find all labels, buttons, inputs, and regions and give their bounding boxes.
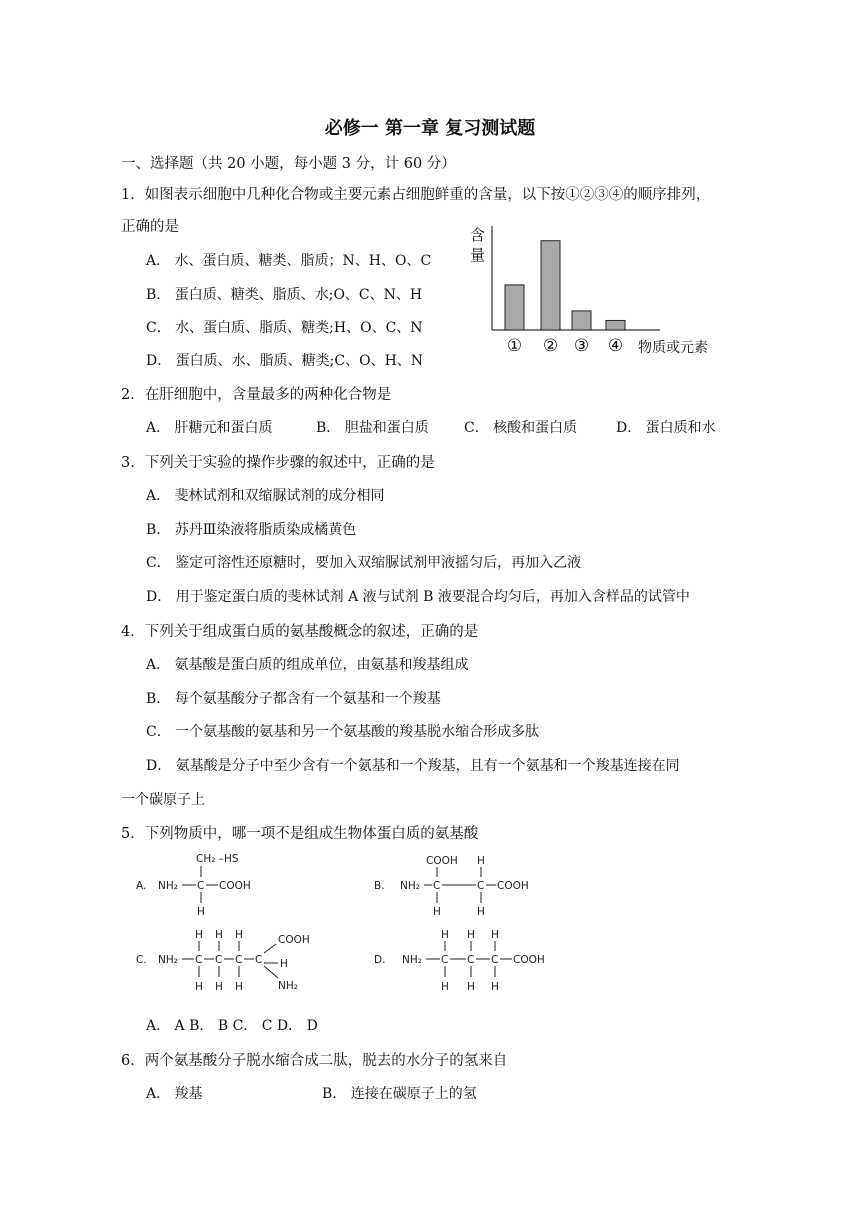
y-axis-label-2: 量 (470, 246, 486, 264)
svg-text:H: H (477, 906, 485, 918)
structure-c (128, 922, 328, 998)
question-4-stem: 4．下列关于组成蛋白质的氨基酸概念的叙述，正确的是 (121, 624, 479, 640)
svg-text:H: H (441, 929, 449, 941)
svg-text:NH₂: NH₂ (400, 880, 420, 892)
question-2-option-c: C． 核酸和蛋白质 (464, 420, 578, 436)
category-label-4: ④ (607, 336, 624, 356)
section-heading: 一、选择题（共 20 小题，每小题 3 分，计 60 分） (121, 156, 456, 172)
structure-b (370, 850, 540, 920)
svg-text:C: C (433, 880, 441, 892)
svg-text:C: C (255, 954, 263, 966)
svg-text:H: H (235, 981, 243, 993)
question-4-option-d: D． 氨基酸是分子中至少含有一个氨基和一个羧基，且有一个氨基和一个羧基连接在同 (146, 758, 680, 774)
question-2-option-b: B． 胆盐和蛋白质 (316, 420, 429, 436)
svg-text:H: H (280, 958, 288, 970)
question-3-option-b: B． 苏丹Ⅲ染液将脂质染成橘黄色 (146, 522, 357, 538)
question-3-option-c: C． 鉴定可溶性还原糖时，要加入双缩脲试剂甲液摇匀后，再加入乙液 (146, 555, 582, 571)
question-3-option-d: D． 用于鉴定蛋白质的斐林试剂 A 液与试剂 B 液要混合均匀后，再加入含样品的试管中 (146, 589, 690, 605)
structure-a (128, 850, 268, 920)
question-1-option-c: C． 水、蛋白质、脂质、糖类;H、O、C、N (146, 320, 423, 336)
svg-text:COOH: COOH (426, 855, 458, 867)
svg-text:H: H (235, 929, 243, 941)
svg-text:C: C (195, 954, 203, 966)
question-1-stem-cont: 正确的是 (121, 219, 179, 235)
svg-text:H: H (195, 929, 203, 941)
svg-text:C: C (491, 954, 499, 966)
svg-text:COOH: COOH (497, 880, 529, 892)
svg-text:NH₂: NH₂ (402, 954, 422, 966)
question-5-options: A． A B． B C． C D． D (146, 1018, 318, 1034)
x-axis-label: 物质或元素 (638, 340, 708, 356)
y-axis-label-1: 含 (470, 226, 486, 244)
svg-text:NH₂: NH₂ (278, 980, 298, 992)
question-2-stem: 2．在肝细胞中，含量最多的两种化合物是 (121, 387, 392, 403)
svg-text:C: C (215, 954, 223, 966)
question-1-stem: 1．如图表示细胞中几种化合物或主要元素占细胞鲜重的含量，以下按①②③④的顺序排列， (121, 187, 711, 203)
bar-3 (572, 311, 591, 330)
svg-text:H: H (491, 981, 499, 993)
question-5-stem: 5．下列物质中，哪一项不是组成生物体蛋白质的氨基酸 (121, 826, 479, 842)
structure-d (370, 922, 570, 998)
svg-text:C.: C. (136, 954, 147, 966)
question-4-option-d-cont: 一个碳原子上 (121, 792, 205, 808)
svg-text:H: H (441, 981, 449, 993)
question-4-option-b: B． 每个氨基酸分子都含有一个氨基和一个羧基 (146, 691, 441, 707)
svg-text:CH₂ –HS: CH₂ –HS (196, 853, 239, 865)
category-label-3: ③ (573, 336, 590, 356)
svg-text:NH₂: NH₂ (158, 880, 178, 892)
question-3-option-a: A． 斐林试剂和双缩脲试剂的成分相同 (146, 488, 385, 504)
svg-text:H: H (197, 906, 205, 918)
svg-text:D.: D. (374, 954, 386, 966)
question-6-option-b: B． 连接在碳原子上的氢 (322, 1086, 477, 1102)
svg-text:C: C (235, 954, 243, 966)
question-1-option-b: B． 蛋白质、糖类、脂质、水;O、C、N、H (146, 287, 423, 303)
question-6-option-a: A． 羧基 (146, 1086, 203, 1102)
svg-text:H: H (215, 929, 223, 941)
svg-text:H: H (215, 981, 223, 993)
question-3-stem: 3．下列关于实验的操作步骤的叙述中，正确的是 (121, 455, 435, 471)
svg-text:COOH: COOH (278, 934, 310, 946)
svg-text:A.: A. (136, 880, 147, 892)
page-title: 必修一 第一章 复习测试题 (324, 118, 536, 139)
question-6-stem: 6．两个氨基酸分子脱水缩合成二肽，脱去的水分子的氢来自 (121, 1053, 508, 1069)
question-2-option-d: D． 蛋白质和水 (616, 420, 716, 436)
question-2-option-a: A． 肝糖元和蛋白质 (146, 420, 273, 436)
bar-2 (541, 241, 560, 330)
question-1-option-a: A． 水、蛋白质、糖类、脂质；N、H、O、C (146, 253, 432, 269)
question-4-option-c: C． 一个氨基酸的氨基和另一个氨基酸的羧基脱水缩合形成多肽 (146, 724, 540, 740)
category-label-1: ① (506, 336, 523, 356)
svg-text:C: C (441, 954, 449, 966)
svg-text:COOH: COOH (513, 954, 545, 966)
bar-chart (462, 218, 732, 360)
svg-text:H: H (195, 981, 203, 993)
svg-text:NH₂: NH₂ (158, 954, 178, 966)
svg-text:C: C (197, 880, 205, 892)
svg-text:H: H (491, 929, 499, 941)
question-4-option-a: A． 氨基酸是蛋白质的组成单位，由氨基和羧基组成 (146, 657, 469, 673)
svg-text:H: H (433, 906, 441, 918)
bar-1 (505, 285, 524, 330)
svg-text:C: C (477, 880, 485, 892)
svg-text:B.: B. (374, 880, 385, 892)
question-1-option-d: D． 蛋白质、水、脂质、糖类;C、O、H、N (146, 353, 424, 369)
svg-text:C: C (467, 954, 475, 966)
svg-text:COOH: COOH (219, 880, 251, 892)
svg-text:H: H (467, 981, 475, 993)
category-label-2: ② (542, 336, 559, 356)
bar-4 (606, 320, 625, 330)
svg-text:H: H (477, 855, 485, 867)
svg-text:H: H (467, 929, 475, 941)
